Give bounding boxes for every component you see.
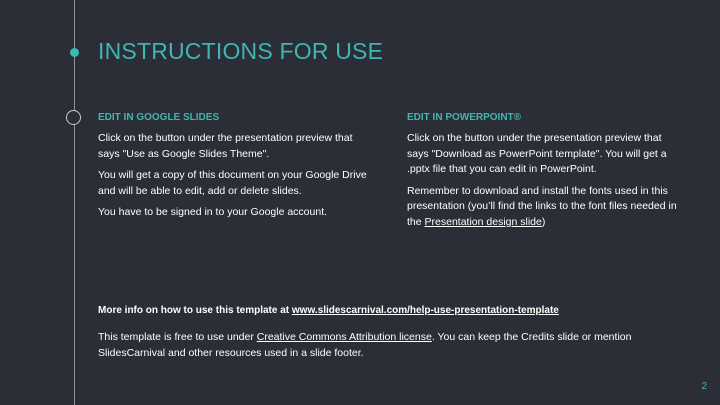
powerpoint-section — [407, 112, 677, 236]
powerpoint-paragraph-2-text: Remember to download and install the fonts used in this presentation (you’ll find the links to the font files needed in the — [407, 184, 677, 228]
google-paragraph-2: You will get a copy of this document on your Google Drive and will be able to edit, add or delete slides. — [98, 169, 367, 197]
google-slides-section — [98, 112, 368, 227]
presentation-design-slide-link[interactable]: Presentation design slide — [424, 215, 542, 228]
more-info-text: More info on how to use this template at — [98, 305, 292, 316]
license-text-before: This template is free to use under — [98, 331, 257, 343]
timeline-line — [74, 0, 75, 405]
powerpoint-paragraph-1: Click on the button under the presentation preview that says "Download as PowerPoint template". You will get a .pptx file that you can edit in PowerPoint. — [407, 132, 667, 175]
more-info-line — [98, 305, 559, 316]
google-slides-heading: EDIT IN GOOGLE SLIDES — [98, 112, 220, 123]
timeline-ring-icon — [66, 110, 81, 125]
creative-commons-link[interactable]: Creative Commons Attribution license — [256, 331, 432, 343]
page-number: 2 — [701, 381, 707, 392]
license-text-after: . You can keep the Credits slide or mention SlidesCarnival and other resources used in a slide footer. — [98, 331, 632, 359]
license-text — [98, 330, 688, 361]
timeline-dot-icon — [70, 48, 79, 57]
powerpoint-paragraph-2 — [407, 184, 677, 231]
powerpoint-paragraph-2-end: ) — [541, 215, 546, 228]
help-template-link[interactable]: www.slidescarnival.com/help-use-presentation-template — [291, 305, 559, 316]
powerpoint-heading: EDIT IN POWERPOINT® — [407, 112, 522, 123]
google-paragraph-3: You have to be signed in to your Google account. — [98, 206, 328, 218]
google-paragraph-1: Click on the button under the presentation preview that says "Use as Google Slides Theme". — [98, 132, 353, 160]
slide-title: INSTRUCTIONS FOR USE — [98, 38, 384, 64]
